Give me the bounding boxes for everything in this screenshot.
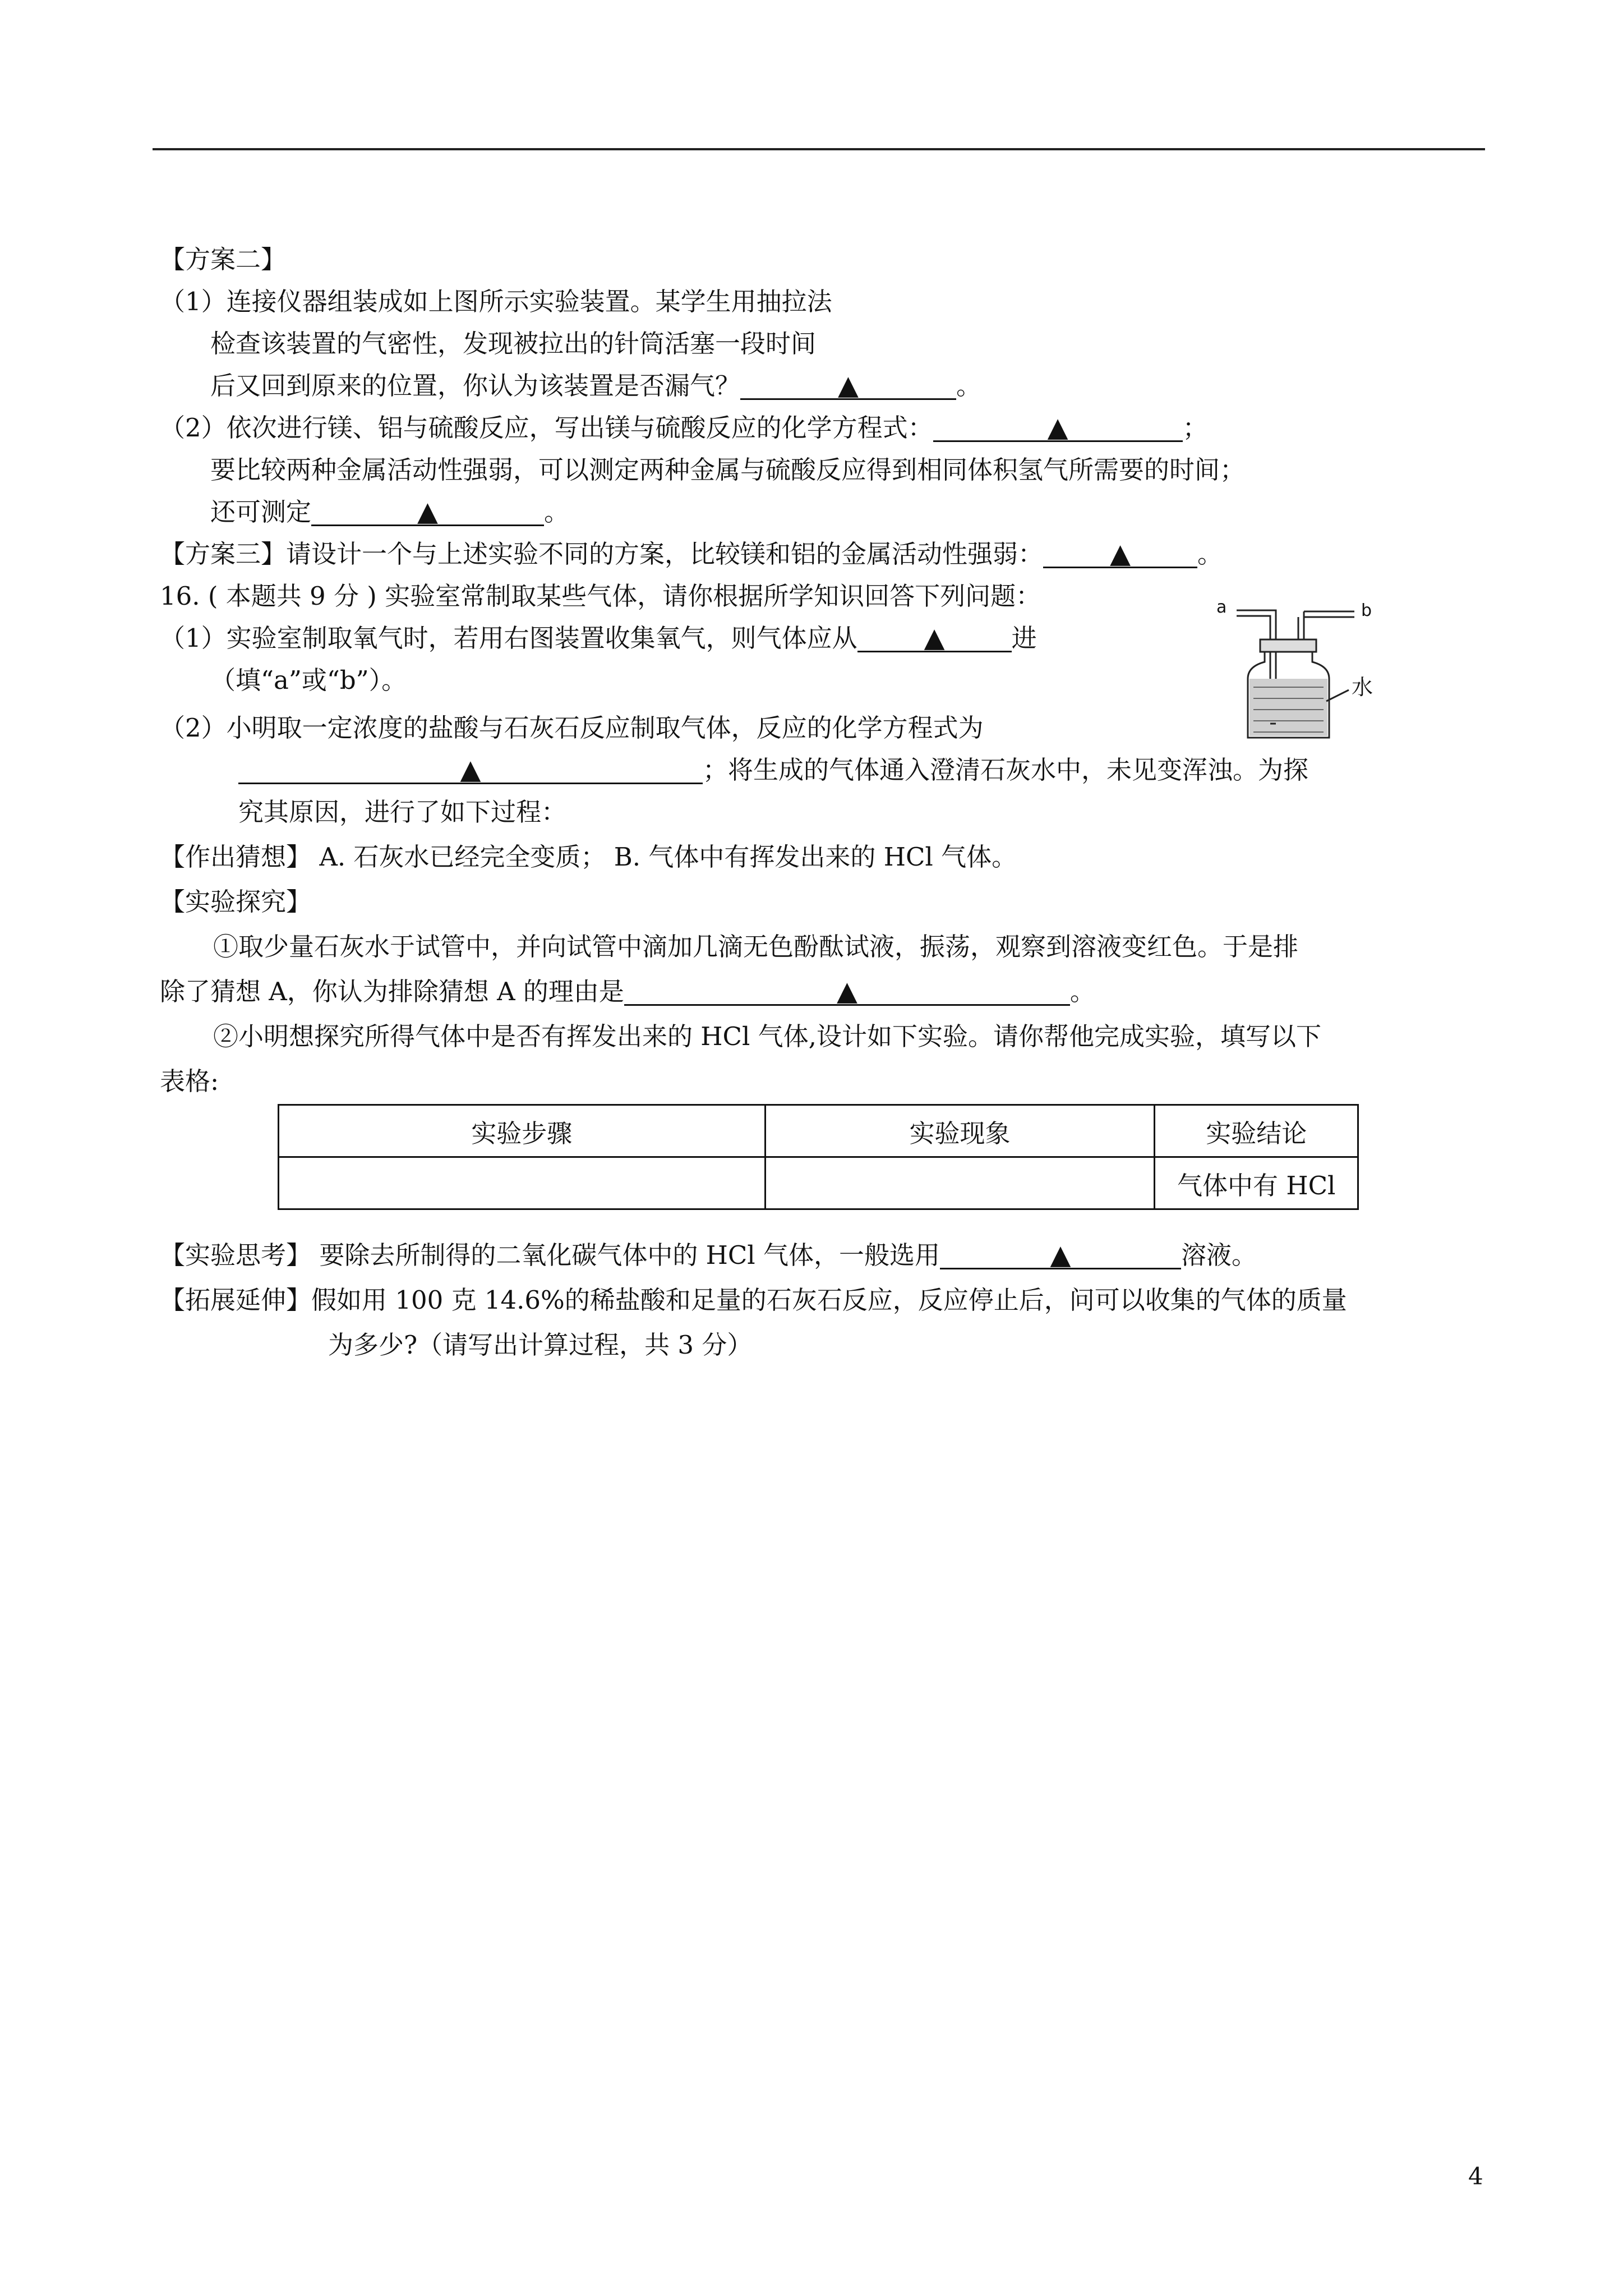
figure-label-b: b	[1361, 601, 1372, 620]
answer-blank[interactable]: ▲	[311, 496, 544, 526]
header-rule	[153, 148, 1485, 150]
explore-heading: 【实验探究】	[160, 887, 312, 917]
think-line: 【实验思考】 要除去所制得的二氧化碳气体中的 HCl 气体，一般选用 ▲ 溶液。	[160, 1239, 1257, 1271]
table-header: 实验结论	[1155, 1105, 1358, 1157]
answer-blank[interactable]: ▲	[1043, 539, 1197, 568]
plan2-q2-line3: 还可测定 ▲ 。	[210, 496, 570, 527]
explore2-line2: 表格:	[160, 1066, 219, 1096]
plan3-line: 【方案三】请设计一个与上述实验不同的方案，比较镁和铝的金属活动性强弱： ▲ 。	[160, 538, 1223, 569]
explore1-line1: ①取少量石灰水于试管中，并向试管中滴加几滴无色酚酞试液，振荡，观察到溶液变红色。于是排	[213, 932, 1299, 961]
explore1-line2: 除了猜想 A，你认为排除猜想 A 的理由是 ▲ 。	[160, 976, 1095, 1007]
plan2-q1-line3: 后又回到原来的位置，你认为该装置是否漏气？ ▲ 。	[210, 370, 982, 401]
page-number: 4	[1468, 2162, 1483, 2190]
plan2-q1-line2: 检查该装置的气密性，发现被拉出的针筒活塞一段时间	[210, 329, 817, 358]
q16-p1-line2: （填“a”或“b”）。	[210, 665, 407, 695]
explore2-line1: ②小明想探究所得气体中是否有挥发出来的 HCl 气体,设计如下实验。请你帮他完成实验，填写以下	[213, 1022, 1321, 1051]
q16-p2-line2: ▲ ；将生成的气体通入澄清石灰水中，未见变浑浊。为探	[238, 753, 1308, 788]
answer-blank[interactable]: ▲	[740, 370, 956, 400]
extend-line1: 【拓展延伸】假如用 100 克 14.6%的稀盐酸和足量的石灰石反应，反应停止后，问可以收集的气体的质量	[160, 1285, 1347, 1315]
plan3-heading: 【方案三】	[160, 539, 287, 569]
table-header-row	[279, 1105, 1358, 1157]
extend-line2: 为多少?（请写出计算过程，共 3 分）	[328, 1330, 753, 1360]
figure-label-a: a	[1216, 597, 1227, 617]
answer-blank[interactable]: ▲	[238, 754, 703, 784]
q16-p2-line3: 究其原因，进行了如下过程：	[238, 797, 567, 827]
plan2-heading: 【方案二】	[160, 245, 287, 274]
plan2-q1-line1: （1）连接仪器组装成如上图所示实验装置。某学生用抽拉法	[160, 287, 832, 316]
experiment-table	[278, 1104, 1359, 1210]
table-header: 实验现象	[765, 1105, 1155, 1157]
table-cell-phenomenon[interactable]	[765, 1157, 1155, 1209]
plan2-q2-line2: 要比较两种金属活动性强弱，可以测定两种金属与硫酸反应得到相同体积氢气所需要的时间；	[210, 455, 1246, 485]
q16-p2-line1: （2）小明取一定浓度的盐酸与石灰石反应制取气体，反应的化学方程式为	[160, 713, 984, 743]
table-header: 实验步骤	[279, 1105, 766, 1157]
answer-blank[interactable]: ▲	[933, 412, 1183, 442]
table-cell-steps[interactable]	[279, 1157, 766, 1209]
figure-label-water: 水	[1352, 675, 1373, 700]
plan2-q2-line1: （2）依次进行镁、铝与硫酸反应，写出镁与硫酸反应的化学方程式： ▲ ；	[160, 412, 1208, 443]
guess-line: 【作出猜想】 A. 石灰水已经完全变质； B. 气体中有挥发出来的 HCl 气体。	[160, 842, 1017, 872]
table-row	[279, 1157, 1358, 1209]
q16-title: 16. ( 本题共 9 分 ) 实验室常制取某些气体，请你根据所学知识回答下列问题：	[160, 581, 1041, 611]
answer-blank[interactable]: ▲	[940, 1240, 1181, 1269]
q16-p1-line1: （1）实验室制取氧气时，若用右图装置收集氧气，则气体应从 ▲ 进	[160, 622, 1037, 654]
answer-blank[interactable]: ▲	[857, 623, 1012, 652]
table-cell-conclusion: 气体中有 HCl	[1155, 1157, 1358, 1209]
gas-bottle-figure	[1214, 595, 1399, 746]
answer-blank[interactable]: ▲	[624, 976, 1070, 1006]
